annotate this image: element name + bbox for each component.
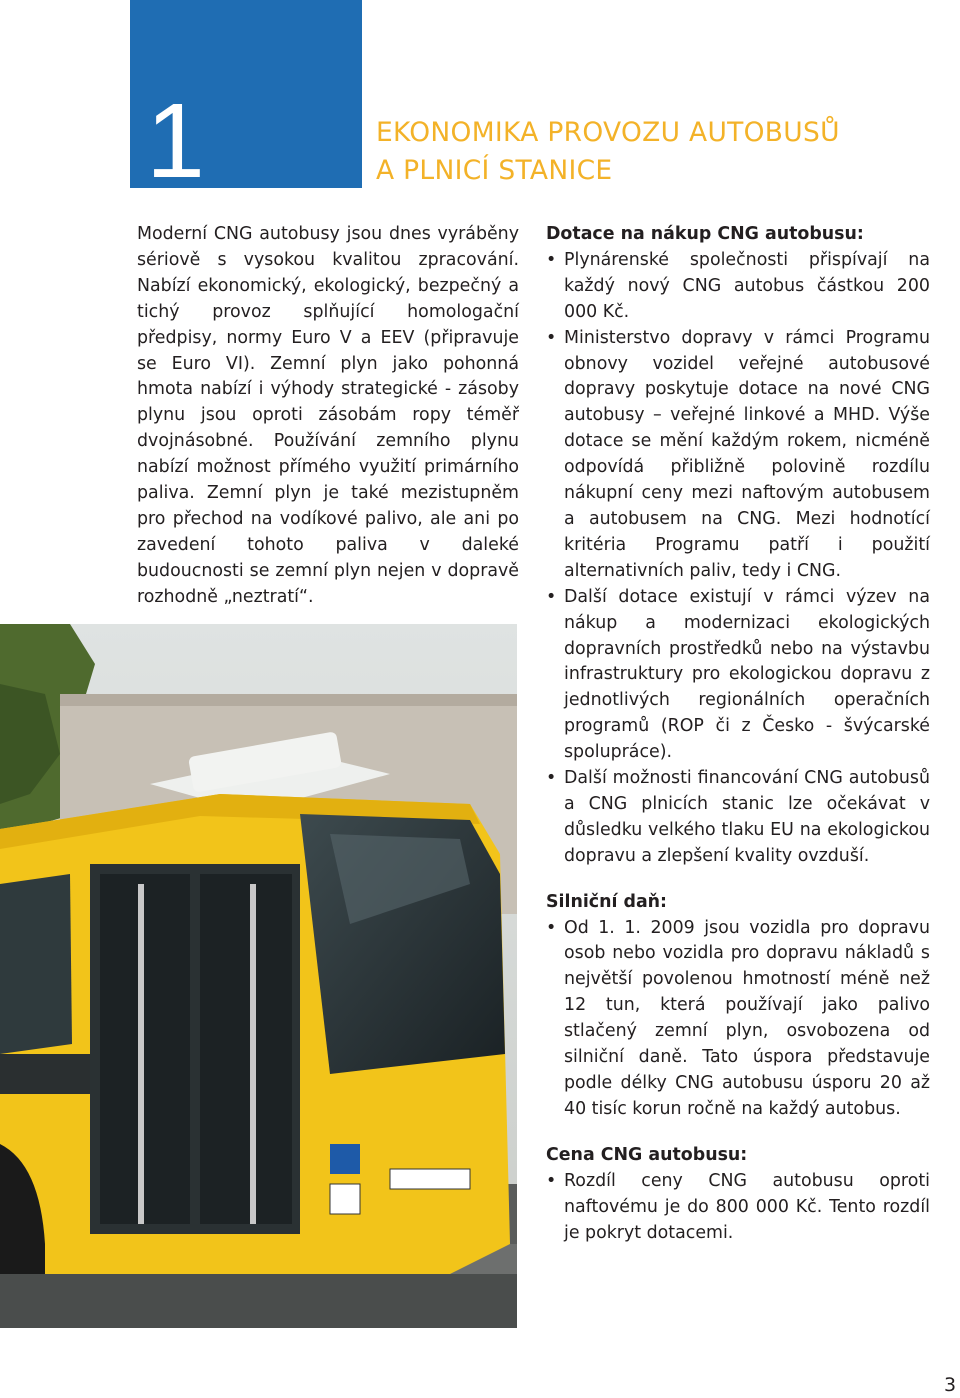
- bullet-list: [546, 1169, 930, 1247]
- chapter-title-line: A PLNICÍ STANICE: [376, 155, 613, 186]
- section-heading: Cena CNG autobusu:: [546, 1144, 748, 1165]
- chapter-title: [376, 114, 936, 190]
- section-road-tax: [546, 890, 930, 1123]
- list-item: • Plynárenské společnosti přispívají na každý nový CNG autobus částkou 200 000 Kč.: [546, 248, 930, 326]
- list-item: • Další možnosti financování CNG autobusů a CNG plnicích stanic lze očekávat v důsledku velkého tlaku EU na ekologickou dopravu a zlepšení kvality ovzduší.: [546, 766, 930, 870]
- list-item: • Od 1. 1. 2009 jsou vozidla pro dopravu osob nebo vozidla pro dopravu nákladů s největší povolenou hmotností méně než 12 tun, která používají jako palivo stlačený zemní plyn, osvobozena od silniční daně. Tato úspora představuje podle délky CNG autobusu úsporu 20 až 40 tisíc korun ročně na každý autobus.: [546, 916, 930, 1123]
- section-heading: Silniční daň:: [546, 891, 668, 912]
- page-number: 3: [944, 1374, 957, 1396]
- intro-paragraph: Moderní CNG autobusy jsou dnes vyráběny sériově s vysokou kvalitou zpracování. Nabízí ekonomický, ekologický, bezpečný a tichý provoz splňující homologační předpisy, normy Euro V a EEV (připravuje se Euro VI). Zemní plyn jako pohonná hmota nabízí i výhody strategické - zásoby plynu jsou oproti zásobám ropy téměř dvojnásobné. Používání zemního plynu nabízí možnost přímého využití primárního paliva. Zemní plyn je také mezistupněm pro přechod na vodíkové palivo, ale ani po zavedení tohoto paliva v daleké budoucnosti se zemní plyn nejen v dopravě rozhodně „neztratí“.: [137, 224, 519, 607]
- right-column: [546, 222, 930, 1246]
- section-bus-price: [546, 1143, 930, 1247]
- chapter-title-line: EKONOMIKA PROVOZU AUTOBUSŮ: [376, 117, 840, 148]
- bullet-list: [546, 248, 930, 870]
- section-subsidies: [546, 222, 930, 870]
- list-item: • Další dotace existují v rámci výzev na nákup a modernizaci ekologických dopravních prostředků nebo na výstavbu infrastruktury pro ekologickou dopravu z jednotlivých regionálních operačních programů (ROP či z Česko - švýcarské spolupráce).: [546, 585, 930, 766]
- list-item: • Ministerstvo dopravy v rámci Programu obnovy vozidel veřejné autobusové dopravy poskytuje dotace na nové CNG autobusy – veřejné linkové a MHD. Výše dotace se mění každým rokem, nicméně odpovídá přibližně polovině rozdílu nákupní ceny mezi naftovým autobusem a autobusem na CNG. Mezi hodnotící kritéria Programu patří i použití alternativních paliv, tedy i CNG.: [546, 326, 930, 585]
- bus-photo: [0, 624, 517, 1328]
- chapter-number: 1: [146, 82, 201, 200]
- section-heading: Dotace na nákup CNG autobusu:: [546, 224, 864, 244]
- bullet-list: [546, 916, 930, 1123]
- list-item: • Rozdíl ceny CNG autobusu oproti naftovému je do 800 000 Kč. Tento rozdíl je pokryt dotacemi.: [546, 1169, 930, 1247]
